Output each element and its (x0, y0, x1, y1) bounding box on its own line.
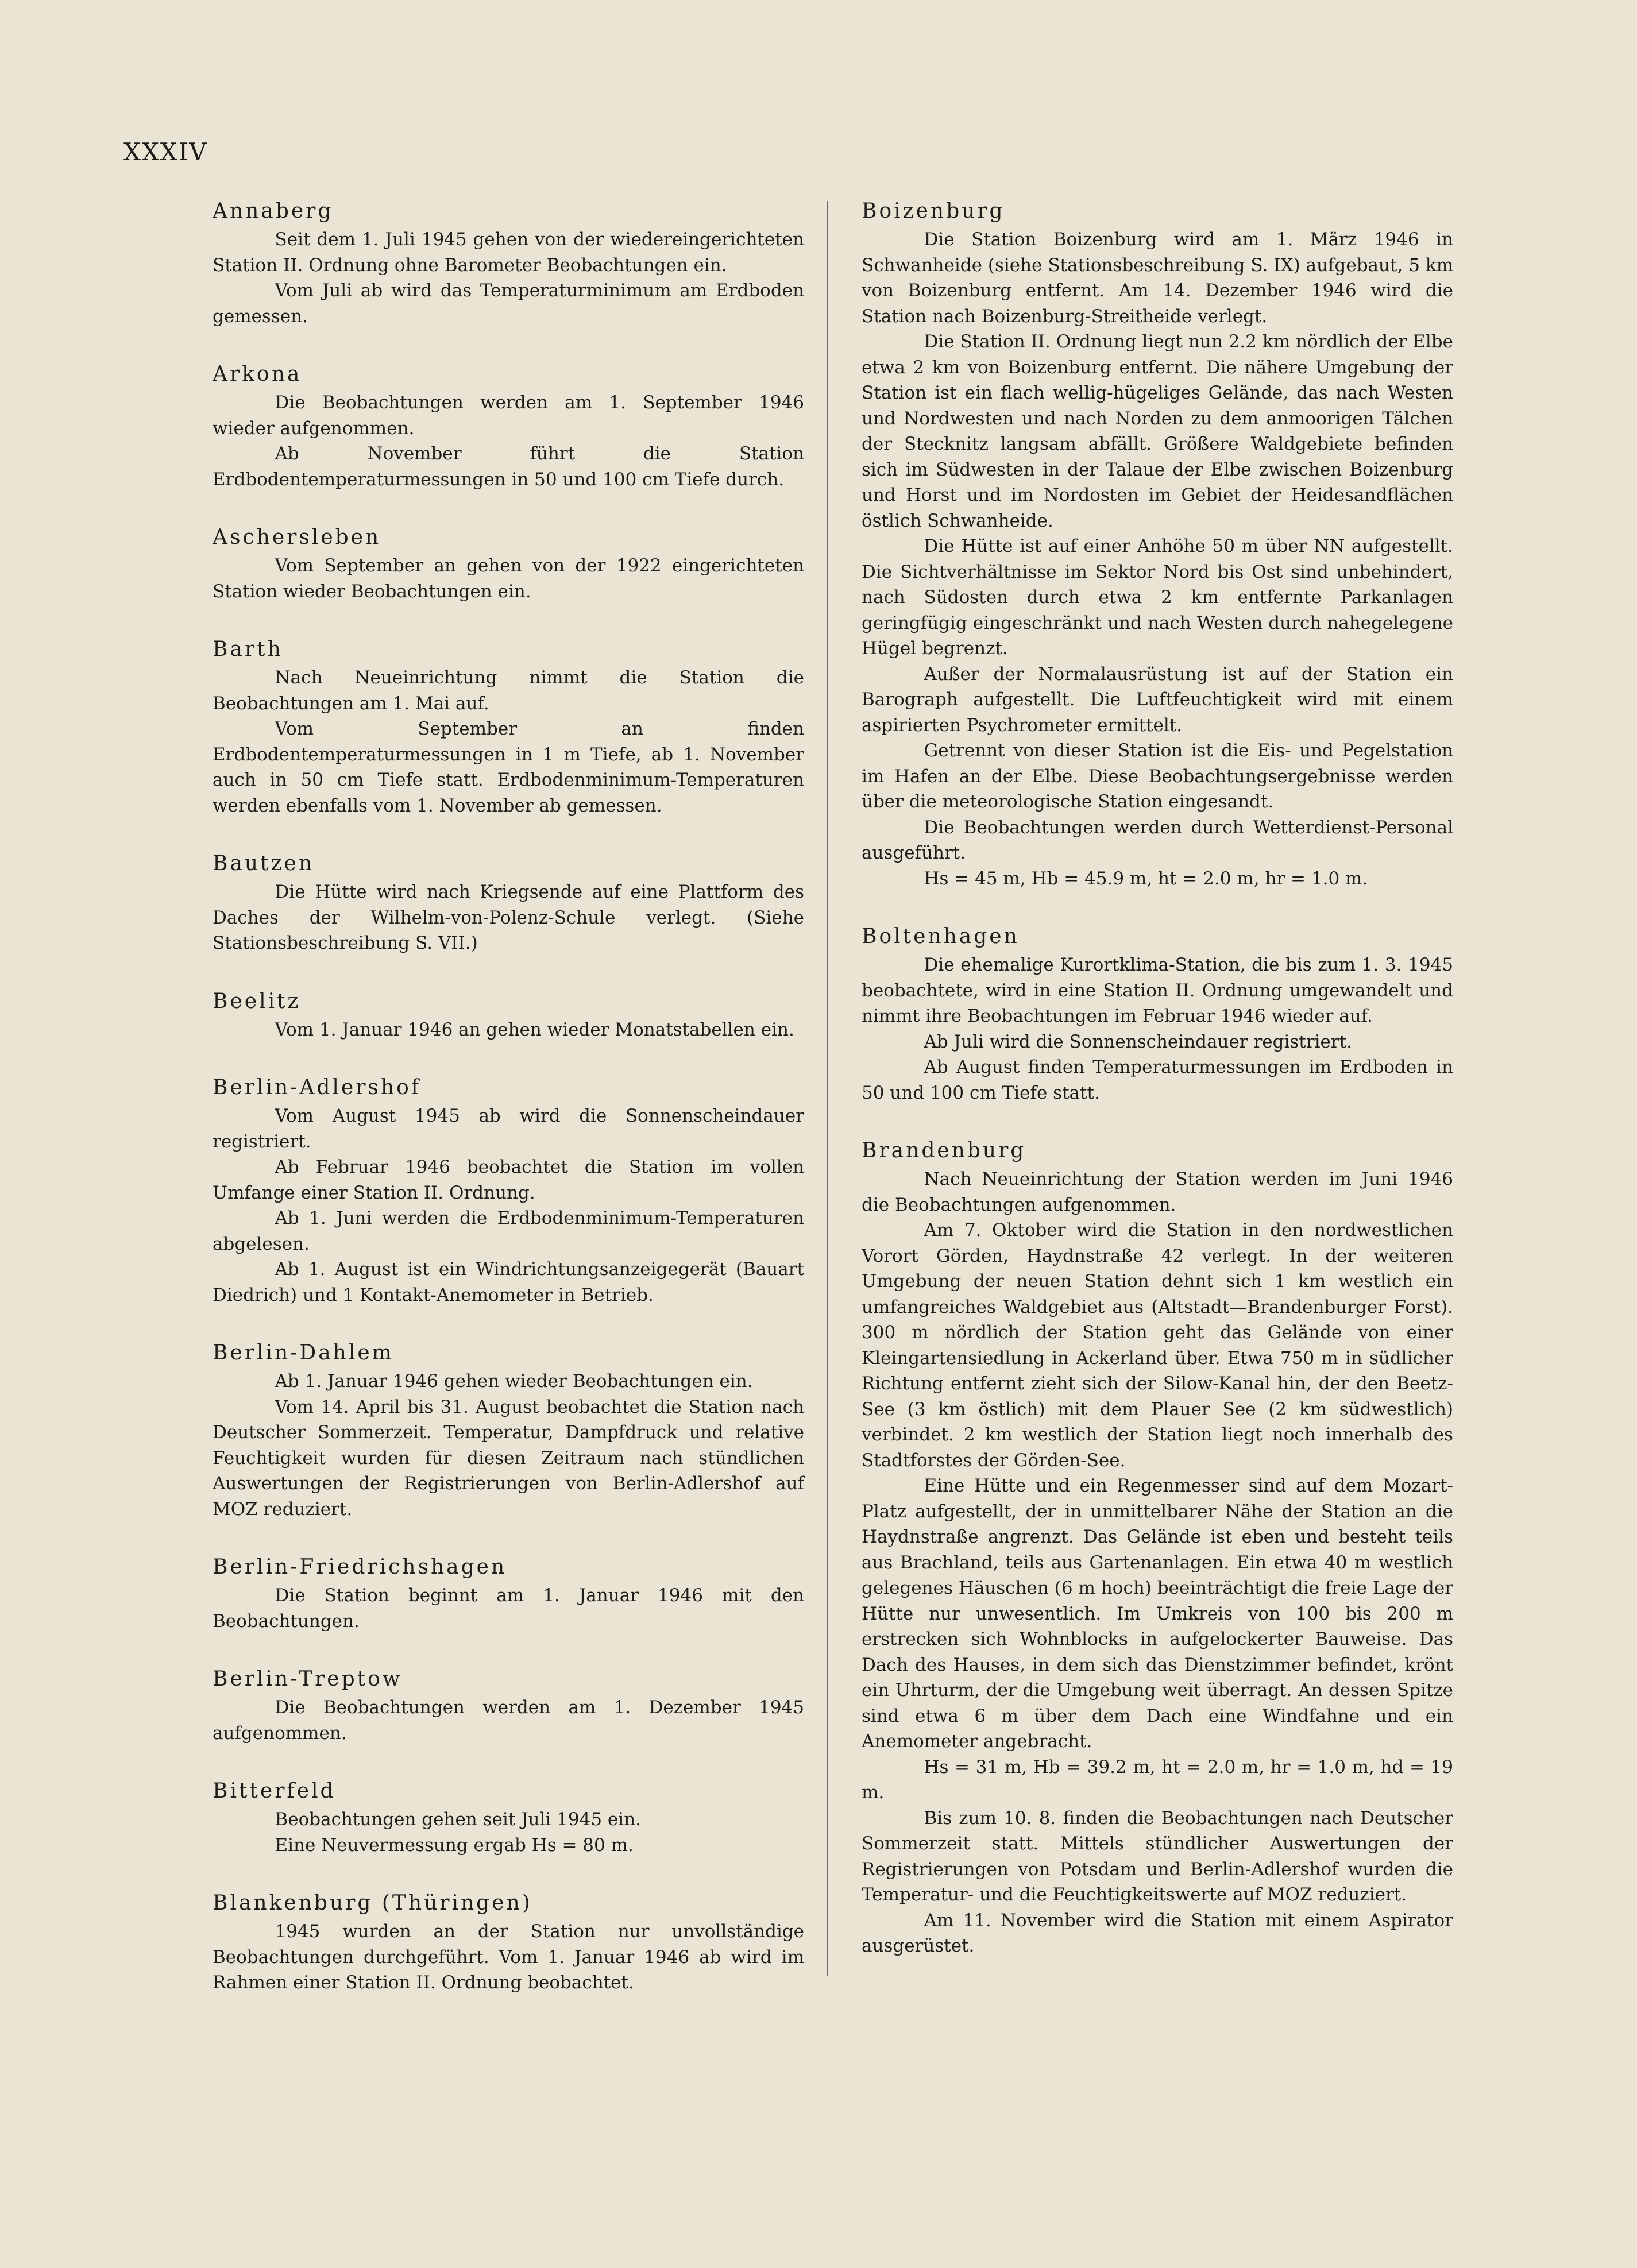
station-entry-boltenhagen (862, 924, 1453, 1106)
station-paragraph: Hs = 31 m, Hb = 39.2 m, ht = 2.0 m, hr = 1.0 m, hd = 19 m. (862, 1756, 1453, 1803)
station-paragraph: Ab 1. August ist ein Windrichtungsanzeigegerät (Bauart Diedrich) und 1 Kontakt-Anemometer in Betrieb. (213, 1259, 804, 1305)
page-number: XXXIV (123, 138, 208, 166)
station-paragraph: Die Beobachtungen werden durch Wetterdienst-Personal ausgeführt. (862, 817, 1453, 863)
station-heading: Brandenburg (862, 1139, 1026, 1162)
station-entry-arkona (213, 361, 804, 492)
station-paragraph: Eine Hütte und ein Regenmesser sind auf dem Mozart-Platz aufgestellt, der in unmittelbarer Nähe der Station an die Haydnstraße angrenzt. Das Gelände ist eben und besteht teils aus Brachland, teils aus Gartenanlagen. Ein etwa 40 m westlich gelegenes Häuschen (6 m hoch) beeinträchtigt die freie Lage der Hütte nur unwesentlich. Im Umkreis von 100 bis 200 m erstrecken sich Wohnblocks in aufgelockerter Bauweise. Das Dach des Hauses, in dem sich das Dienstzimmer befindet, krönt ein Uhrturm, der die Umgebung weit überragt. An dessen Spitze sind etwa 6 m über dem Dach eine Windfahne und ein Anemometer angebracht. (862, 1475, 1453, 1752)
station-paragraph: Außer der Normalausrüstung ist auf der Station ein Barograph aufgestellt. Die Luftfeuchtigkeit wird mit einem aspirierten Psychrometer ermittelt. (862, 663, 1453, 736)
station-entry-barth (213, 636, 804, 818)
station-heading: Berlin-Dahlem (213, 1341, 394, 1365)
station-paragraph: Ab Februar 1946 beobachtet die Station im vollen Umfange einer Station II. Ordnung. (213, 1157, 804, 1203)
station-heading: Arkona (213, 362, 302, 386)
station-heading: Berlin-Friedrichshagen (213, 1555, 507, 1579)
station-heading: Beelitz (213, 989, 301, 1013)
station-entry-boizenburg (862, 198, 1453, 891)
station-paragraph: Ab November führt die Station Erdbodentemperaturmessungen in 50 und 100 cm Tiefe durch. (213, 443, 804, 490)
station-heading: Blankenburg (Thüringen) (213, 1891, 532, 1915)
station-paragraph: Die Beobachtungen werden am 1. September 1946 wieder aufgenommen. (213, 392, 804, 439)
station-paragraph: Die Station II. Ordnung liegt nun 2.2 km nördlich der Elbe etwa 2 km von Boizenburg entfernt. Die nähere Umgebung der Station ist ein flach wellig-hügeliges Gelände, das nach Westen und Nordwesten und nach Norden zu dem anmoorigen Tälchen der Stecknitz langsam abfällt. Größere Waldgebiete befinden sich im Südwesten in der Talaue der Elbe zwischen Boizenburg und Horst und im Nordosten im Gebiet der Heidesandflächen östlich Schwanheide. (862, 331, 1453, 531)
station-paragraph: Die Beobachtungen werden am 1. Dezember 1945 aufgenommen. (213, 1697, 804, 1744)
station-paragraph: Ab Juli wird die Sonnenscheindauer registriert. (924, 1031, 1352, 1052)
station-heading: Berlin-Treptow (213, 1667, 403, 1691)
station-paragraph: Vom September an finden Erdbodentemperaturmessungen in 1 m Tiefe, ab 1. November auch in 50 cm Tiefe statt. Erdbodenminimum-Temperaturen werden ebenfalls vom 1. November ab gemessen. (213, 718, 804, 816)
station-heading: Boltenhagen (862, 925, 1020, 948)
left-column (213, 198, 804, 2028)
station-heading: Bitterfeld (213, 1779, 336, 1803)
station-paragraph: Vom September an gehen von der 1922 eingerichteten Station wieder Beobachtungen ein. (213, 555, 804, 602)
station-paragraph: Seit dem 1. Juli 1945 gehen von der wiedereingerichteten Station II. Ordnung ohne Barometer Beobachtungen ein. (213, 229, 804, 276)
station-paragraph: Die Station beginnt am 1. Januar 1946 mit den Beobachtungen. (213, 1585, 804, 1632)
station-paragraph: Nach Neueinrichtung der Station werden im Juni 1946 die Beobachtungen aufgenommen. (862, 1169, 1453, 1215)
station-entry-berlin-dahlem (213, 1340, 804, 1522)
station-paragraph: Am 11. November wird die Station mit einem Aspirator ausgerüstet. (862, 1910, 1453, 1956)
station-paragraph: Getrennt von dieser Station ist die Eis- und Pegelstation im Hafen an der Elbe. Diese Beobachtungsergebnisse werden über die meteorologische Station eingesandt. (862, 740, 1453, 812)
station-entry-berlin-adlershof (213, 1075, 804, 1308)
station-paragraph: Vom August 1945 ab wird die Sonnenscheindauer registriert. (213, 1106, 804, 1152)
station-paragraph: Die Hütte ist auf einer Anhöhe 50 m über NN aufgestellt. Die Sichtverhältnisse im Sektor Nord bis Ost sind unbehindert, nach Südosten durch etwa 2 km entfernte Parkanlagen geringfügig eingeschränkt und nach Westen durch nahegelegene Hügel begrenzt. (862, 536, 1453, 659)
station-paragraph: Hs = 45 m, Hb = 45.9 m, ht = 2.0 m, hr = 1.0 m. (924, 868, 1368, 889)
station-entry-beelitz (213, 988, 804, 1043)
right-column (862, 198, 1453, 1991)
station-paragraph: Ab 1. Januar 1946 gehen wieder Beobachtungen ein. (275, 1371, 753, 1392)
station-heading: Barth (213, 637, 283, 661)
station-paragraph: 1945 wurden an der Station nur unvollständige Beobachtungen durchgeführt. Vom 1. Januar 1946 ab wird im Rahmen einer Station II. Ordnung beobachtet. (213, 1921, 804, 1993)
station-entry-annaberg (213, 198, 804, 329)
station-paragraph: Beobachtungen gehen seit Juli 1945 ein. (275, 1809, 642, 1830)
station-heading: Boizenburg (862, 199, 1005, 223)
station-entry-blankenburg-thueringen (213, 1890, 804, 1996)
station-heading: Berlin-Adlershof (213, 1076, 422, 1099)
station-paragraph: Vom 14. April bis 31. August beobachtet die Station nach Deutscher Sommerzeit. Temperatur, Dampfdruck und relative Feuchtigkeit wurden für diesen Zeitraum nach stündlichen Auswertungen der Registrierungen von Berlin-Adlershof auf MOZ reduziert. (213, 1396, 804, 1520)
station-entry-bautzen (213, 851, 804, 956)
station-paragraph: Am 7. Oktober wird die Station in den nordwestlichen Vorort Görden, Haydnstraße 42 verlegt. In der weiteren Umgebung der neuen Station dehnt sich 1 km westlich ein umfangreiches Waldgebiet aus (Altstadt—Brandenburger Forst). 300 m nördlich der Station geht das Gelände von einer Kleingartensiedlung in Ackerland über. Etwa 750 m in südlicher Richtung entfernt zieht sich der Silow-Kanal hin, der den Beetz-See (3 km östlich) mit dem Plauer See (2 km südwestlich) verbindet. 2 km westlich der Station liegt noch innerhalb des Stadtforstes der Görden-See. (862, 1220, 1453, 1471)
station-heading: Aschersleben (213, 526, 381, 549)
station-entry-bitterfeld (213, 1778, 804, 1858)
station-paragraph: Eine Neuvermessung ergab Hs = 80 m. (275, 1834, 634, 1856)
station-paragraph: Die ehemalige Kurortklima-Station, die bis zum 1. 3. 1945 beobachtete, wird in eine Station II. Ordnung umgewandelt und nimmt ihre Beobachtungen im Februar 1946 wieder auf. (862, 955, 1453, 1026)
station-entry-berlin-friedrichshagen (213, 1554, 804, 1634)
station-paragraph: Vom 1. Januar 1946 an gehen wieder Monatstabellen ein. (275, 1019, 794, 1040)
station-heading: Bautzen (213, 852, 315, 875)
station-paragraph: Bis zum 10. 8. finden die Beobachtungen nach Deutscher Sommerzeit statt. Mittels stündlicher Auswertungen der Registrierungen von Potsdam und Berlin-Adlershof wurden die Temperatur- und die Feuchtigkeitswerte auf MOZ reduziert. (862, 1807, 1453, 1905)
station-paragraph: Die Station Boizenburg wird am 1. März 1946 in Schwanheide (siehe Stationsbeschreibung S. IX) aufgebaut, 5 km von Boizenburg entfernt. Am 14. Dezember 1946 wird die Station nach Boizenburg-Streitheide verlegt. (862, 229, 1453, 327)
station-heading: Annaberg (213, 199, 334, 223)
station-entry-berlin-treptow (213, 1666, 804, 1746)
station-paragraph: Ab August finden Temperaturmessungen im Erdboden in 50 und 100 cm Tiefe statt. (862, 1057, 1453, 1103)
station-paragraph: Ab 1. Juni werden die Erdbodenminimum-Temperaturen abgelesen. (213, 1208, 804, 1254)
station-paragraph: Vom Juli ab wird das Temperaturminimum am Erdboden gemessen. (213, 280, 804, 327)
column-divider (827, 201, 828, 1976)
station-entry-brandenburg (862, 1138, 1453, 1959)
station-entry-aschersleben (213, 524, 804, 604)
station-paragraph: Die Hütte wird nach Kriegsende auf eine Plattform des Daches der Wilhelm-von-Polenz-Schule verlegt. (Siehe Stationsbeschreibung S. VII.) (213, 882, 804, 953)
station-paragraph: Nach Neueinrichtung nimmt die Station die Beobachtungen am 1. Mai auf. (213, 667, 804, 714)
